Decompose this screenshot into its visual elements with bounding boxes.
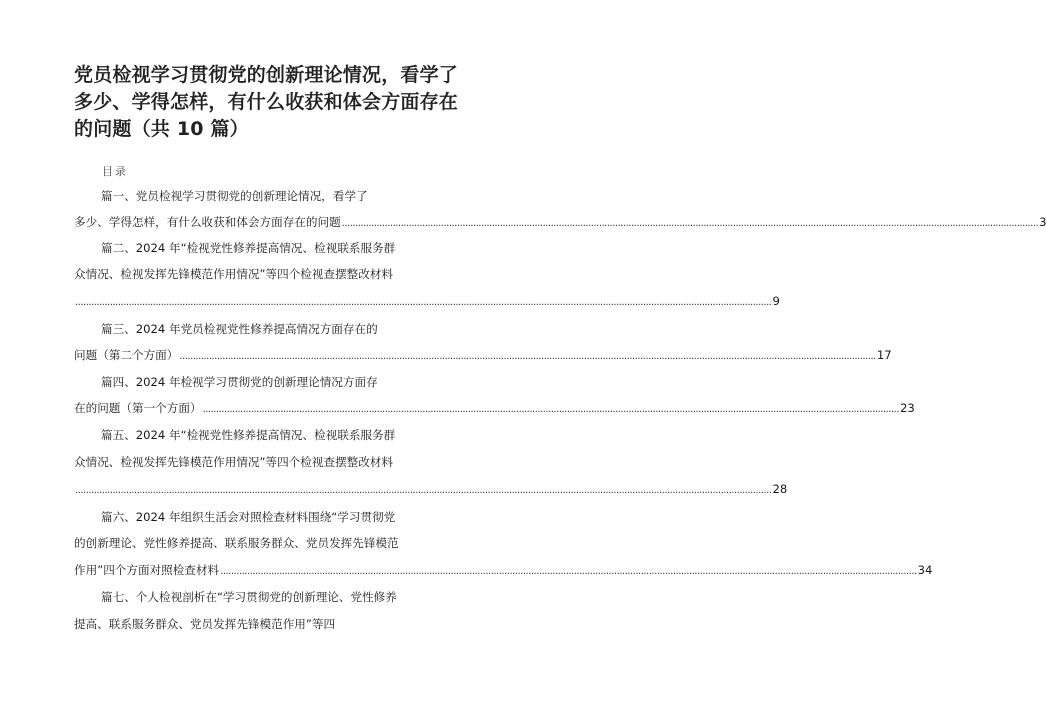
toc-entry-text: 众情况、检视发挥先锋模范作用情况”等四个检视查摆整改材料 [74, 267, 394, 281]
toc-heading: 目录 [102, 165, 128, 178]
toc-line[interactable] [74, 347, 892, 365]
toc-entry-text: 在的问题（第一个方面） [74, 401, 202, 415]
toc-leader-dots: .................................................................................................................................................................................................................................................................... [75, 297, 772, 308]
toc-line[interactable] [101, 321, 378, 337]
toc-line[interactable] [74, 400, 915, 418]
toc-entry-text: 篇五、2024 年“检视党性修养提高情况、检视联系服务群 [101, 428, 396, 442]
toc-entry-text: 众情况、检视发挥先锋模范作用情况”等四个检视查摆整改材料 [74, 455, 394, 469]
toc-page-number: 28 [772, 482, 788, 496]
toc-line[interactable] [101, 427, 395, 443]
toc-entry-text: 篇六、2024 年组织生活会对照检查材料围绕“学习贯彻党 [101, 510, 396, 524]
toc-line[interactable] [74, 454, 393, 470]
toc-line[interactable] [74, 535, 399, 551]
toc-leader-dots: .................................................................................................................................................................................................................................................................... [220, 566, 917, 577]
title-line: 多少、学得怎样，有什么收获和体会方面存在 [74, 91, 459, 113]
toc-entry-text: 篇二、2024 年“检视党性修养提高情况、检视联系服务群 [101, 241, 396, 255]
toc-entry-text: 篇三、2024 年党员检视党性修养提高情况方面存在的 [101, 322, 378, 336]
toc-entry-text: 篇四、2024 年检视学习贯彻党的创新理论情况方面存 [101, 375, 378, 389]
toc-line[interactable] [101, 509, 395, 525]
toc-page-number: 3 [1039, 215, 1047, 229]
toc-line[interactable] [74, 481, 788, 499]
toc-line[interactable] [101, 589, 397, 605]
toc-line[interactable] [101, 374, 378, 390]
toc-leader-dots: .................................................................................................................................................................................................................................................................... [179, 351, 876, 362]
toc-page-number: 9 [772, 294, 780, 308]
toc-line[interactable] [74, 616, 335, 632]
toc-leader-dots: .................................................................................................................................................................................................................................................................... [202, 404, 900, 415]
toc-page-number: 17 [876, 348, 892, 362]
toc-line[interactable] [101, 240, 395, 256]
toc-line[interactable] [101, 188, 368, 204]
toc-entry-text: 的创新理论、党性修养提高、联系服务群众、党员发挥先锋模范 [74, 536, 399, 550]
toc-line[interactable] [74, 266, 393, 282]
toc-line[interactable] [74, 293, 780, 311]
document-title [74, 62, 459, 143]
toc-line[interactable] [74, 562, 933, 580]
title-line: 的问题（共 10 篇） [74, 118, 249, 140]
toc-leader-dots: .................................................................................................................................................................................................................................................................... [75, 485, 772, 496]
toc-entry-text: 提高、联系服务群众、党员发挥先锋模范作用”等四 [74, 617, 336, 631]
toc-entry-text: 篇一、党员检视学习贯彻党的创新理论情况，看学了 [101, 189, 368, 203]
toc-entry-text: 篇七、个人检视剖析在“学习贯彻党的创新理论、党性修养 [101, 590, 397, 604]
toc-entry-text: 作用”四个方面对照检查材料 [74, 563, 220, 577]
title-line: 党员检视学习贯彻党的创新理论情况，看学了 [74, 64, 459, 86]
toc-page-number: 23 [900, 401, 915, 415]
toc-leader-dots: .................................................................................................................................................................................................................................................................... [341, 218, 1039, 229]
toc-page-number: 34 [917, 563, 933, 577]
toc-line[interactable] [74, 214, 1047, 232]
toc-entry-text: 多少、学得怎样，有什么收获和体会方面存在的问题 [74, 215, 341, 229]
toc-entry-text: 问题（第二个方面） [74, 348, 179, 362]
